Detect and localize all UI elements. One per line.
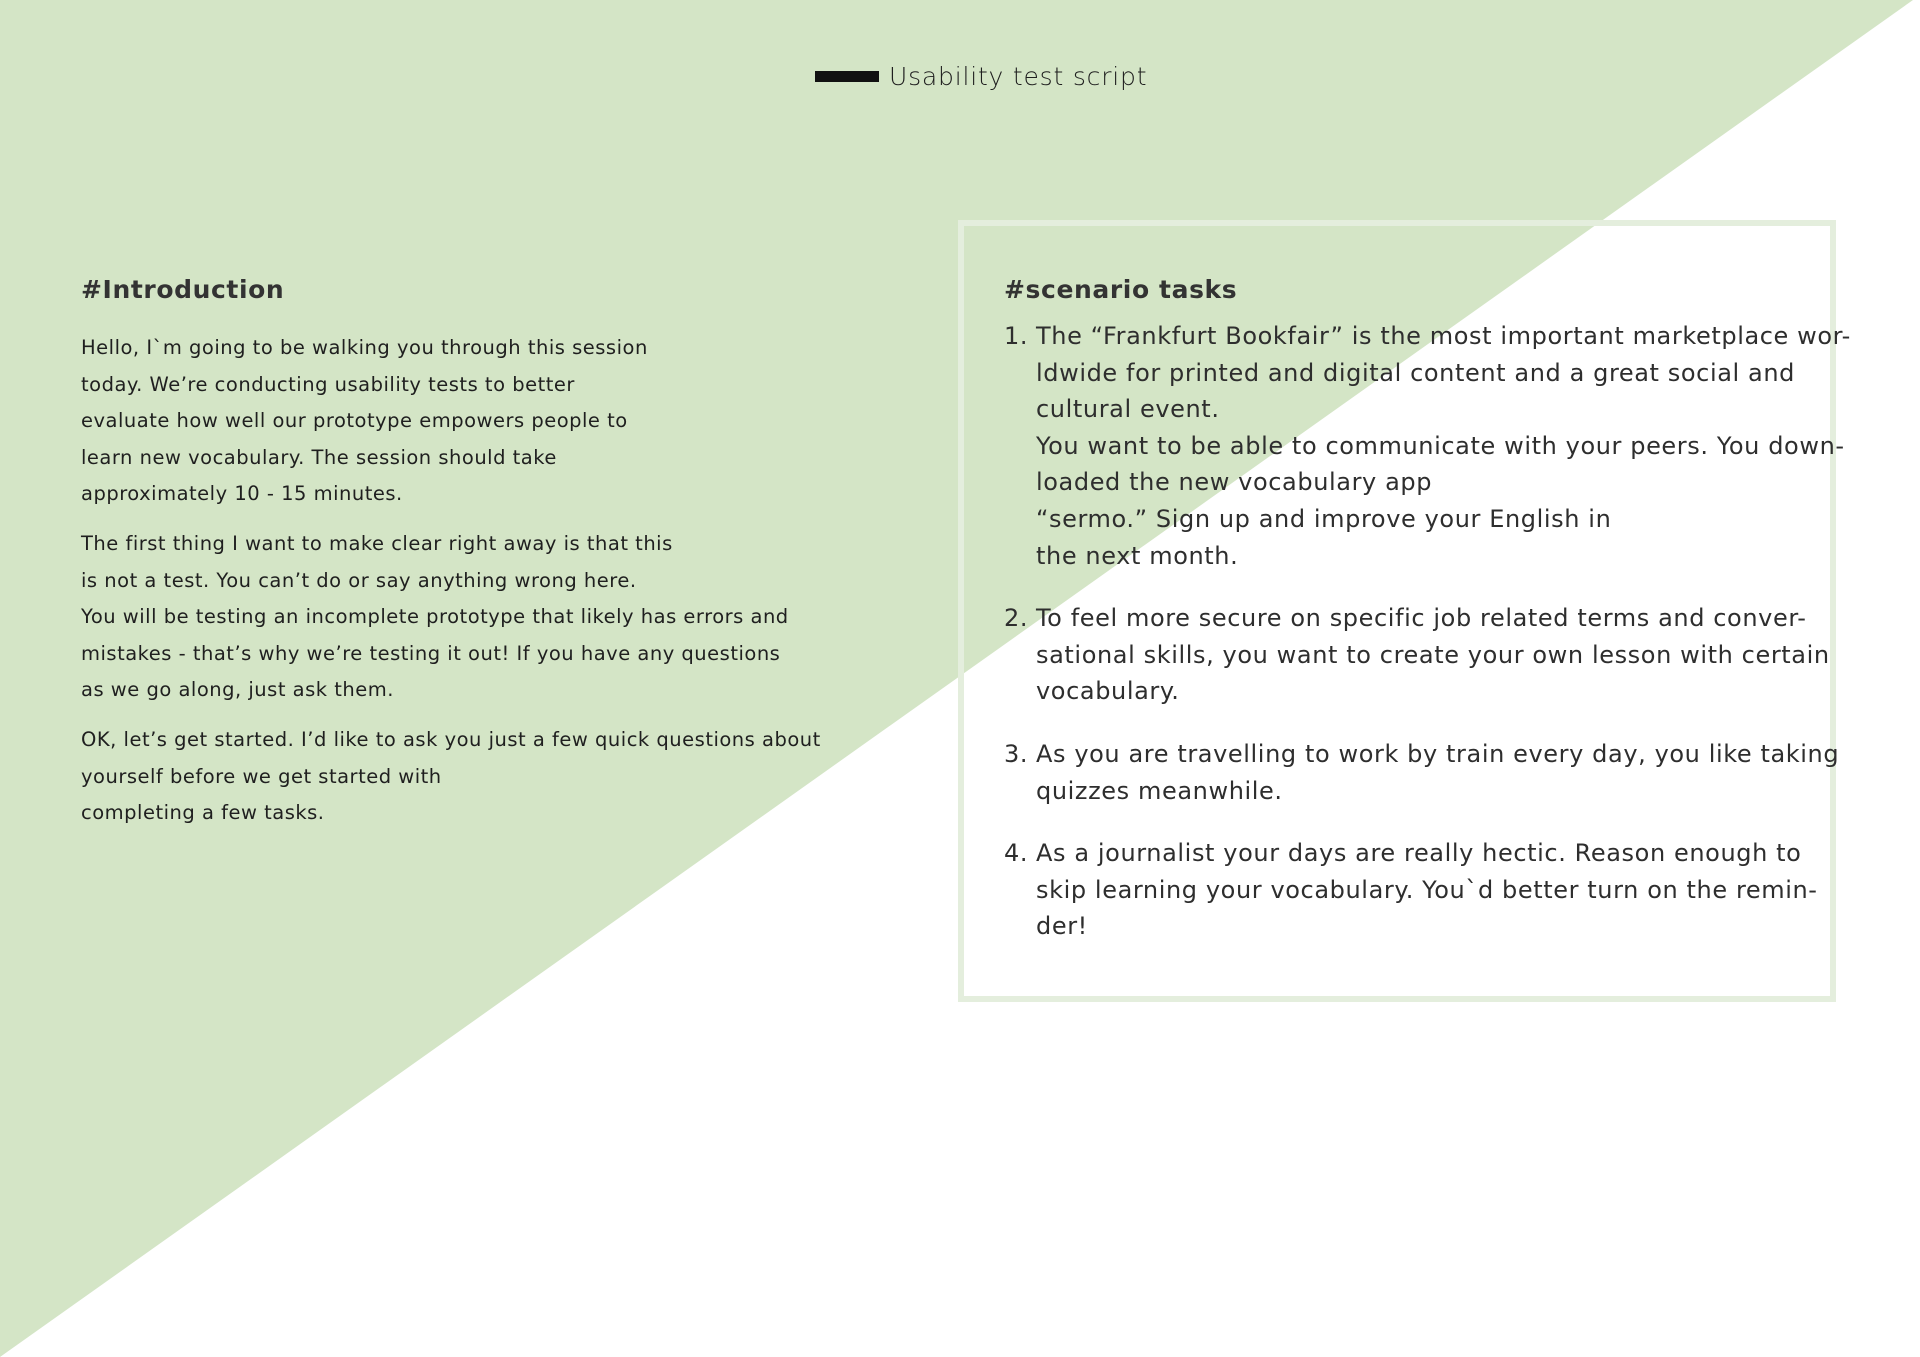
task-line: “sermo.” Sign up and improve your English in [1036,504,1612,533]
scenario-tasks-heading: #scenario tasks [1004,275,1238,304]
page-header [815,58,1147,94]
intro-line: OK, let’s get started. I’d like to ask you just a few quick questions about [81,727,821,751]
header-bar-decoration [815,71,879,82]
task-line: As you are travelling to work by train every day, you like taking [1036,739,1840,768]
scenario-task-item [1004,835,1818,945]
intro-line: evaluate how well our prototype empowers people to [81,409,628,433]
task-line: vocabulary. [1036,677,1180,706]
intro-line: completing a few tasks. [81,801,325,825]
task-line: The “Frankfurt Bookfair” is the most important marketplace wor- [1036,322,1851,350]
intro-line: as we go along, just ask them. [81,678,394,702]
scenario-task-item [1004,600,1830,710]
task-line: skip learning your vocabulary. You`d better turn on the remin- [1036,875,1818,904]
task-line: You want to be able to communicate with your peers. You down- [1036,431,1845,460]
intro-line: The first thing I want to make clear right away is that this [81,531,673,555]
intro-line: today. We’re conducting usability tests to better [81,372,575,396]
intro-line: yourself before we get started with [81,764,442,788]
task-number: 2. [1004,604,1029,633]
intro-line: learn new vocabulary. The session should take [81,445,557,469]
introduction-heading: #Introduction [81,275,285,304]
introduction-paragraph [81,526,801,709]
scenario-tasks-section [1004,272,1851,971]
page-title: Usability test script [889,61,1148,91]
intro-line: is not a test. You can’t do or say anything wrong here. [81,568,637,592]
task-line: ldwide for printed and digital content and a great social and [1036,358,1796,387]
introduction-paragraph [81,722,821,832]
task-number: 1. [1004,322,1029,350]
intro-line: approximately 10 - 15 minutes. [81,482,403,506]
task-text [1036,318,1851,574]
introduction-section [81,272,821,845]
scenario-task-list [1004,318,1851,945]
task-text [1036,835,1818,945]
task-line: the next month. [1036,541,1239,570]
intro-line: mistakes - that’s why we’re testing it out! If you have any questions [81,641,781,665]
intro-line: You will be testing an incomplete prototype that likely has errors and [81,605,789,629]
task-line: loaded the new vocabulary app [1036,468,1433,497]
task-line: der! [1036,912,1088,941]
task-line: cultural event. [1036,395,1220,424]
scenario-task-item [1004,736,1840,809]
task-line: As a journalist your days are really hectic. Reason enough to [1036,839,1802,868]
task-line: sational skills, you want to create your own lesson with certain [1036,640,1830,669]
task-text [1036,600,1830,710]
task-text [1036,736,1839,809]
introduction-paragraph [81,330,801,513]
task-number: 4. [1004,839,1029,868]
task-line: quizzes meanwhile. [1036,776,1283,805]
task-number: 3. [1004,739,1029,768]
scenario-task-item [1004,318,1851,574]
intro-line: Hello, I`m going to be walking you through this session [81,336,648,359]
task-line: To feel more secure on specific job related terms and conver- [1036,604,1807,633]
